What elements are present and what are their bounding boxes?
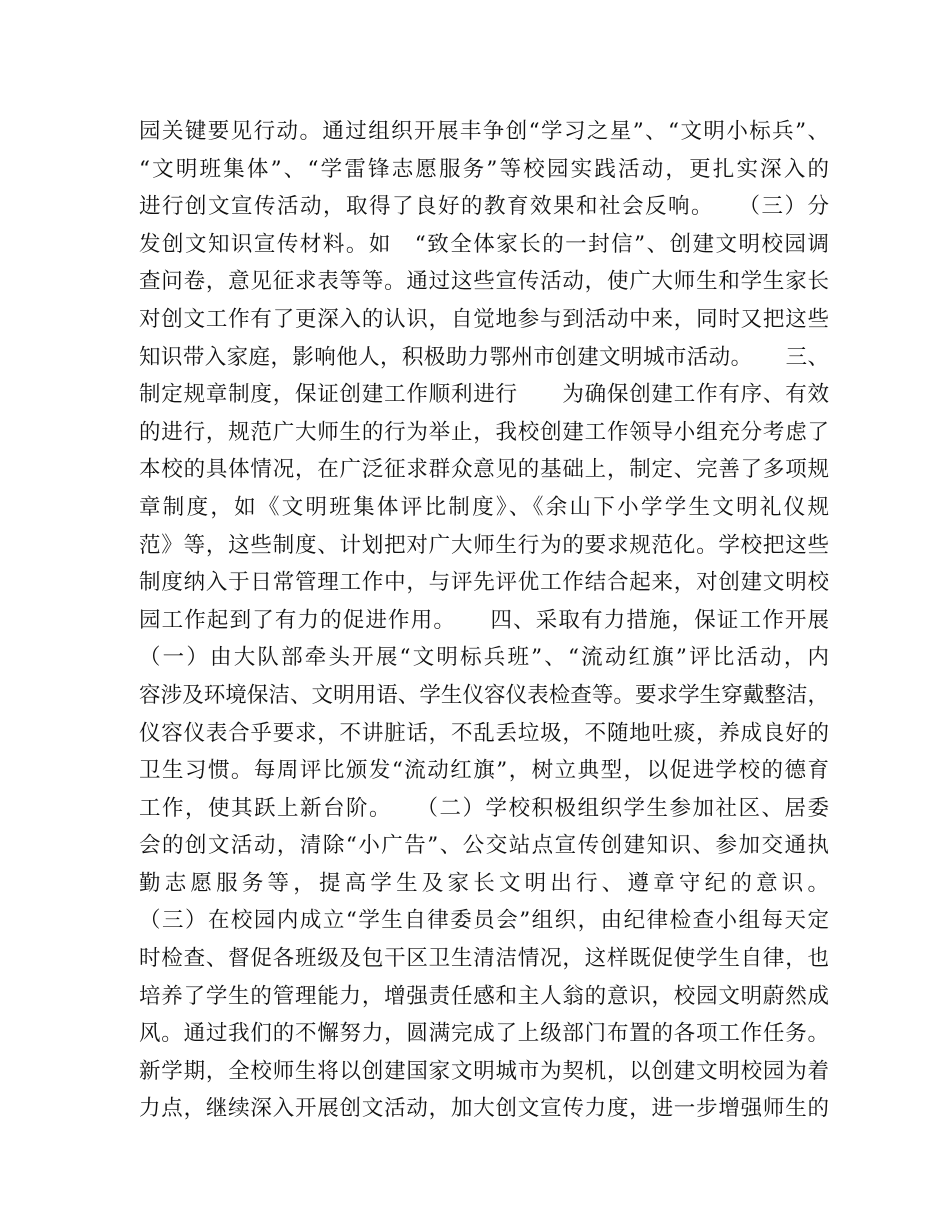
text-line: 范》等，这些制度、计划把对广大师生行为的要求规范化。学校把这些 [139,532,829,558]
text-line: 进行创文宣传活动，取得了良好的教育效果和社会反响。 （三）分 [139,194,829,220]
text-line: 本校的具体情况，在广泛征求群众意见的基础上，制定、完善了多项规 [139,457,829,483]
text-line: 制定规章制度，保证创建工作顺利进行 为确保创建工作有序、有效 [139,382,829,408]
text-line: 查问卷，意见征求表等等。通过这些宣传活动，使广大师生和学生家长 [139,269,829,295]
text-line: 仪容仪表合乎要求，不讲脏话，不乱丢垃圾，不随地吐痰，养成良好的 [139,720,829,746]
text-line: “文明班集体”、“学雷锋志愿服务”等校园实践活动，更扎实深入的 [139,156,829,182]
text-line: 新学期，全校师生将以创建国家文明城市为契机，以创建文明校园为着 [139,1058,829,1084]
text-line: （一）由大队部牵头开展“文明标兵班”、“流动红旗”评比活动，内 [139,645,829,671]
text-line: 园工作起到了有力的促进作用。 四、采取有力措施，保证工作开展 [139,607,829,633]
text-line: 对创文工作有了更深入的认识，自觉地参与到活动中来，同时又把这些 [139,306,829,332]
text-line: 力点，继续深入开展创文活动，加大创文宣传力度，进一步增强师生的 [139,1096,829,1122]
text-line: 制度纳入于日常管理工作中，与评先评优工作结合起来，对创建文明校 [139,570,829,596]
text-line: 工作，使其跃上新台阶。 （二）学校积极组织学生参加社区、居委 [139,795,829,821]
body-text [139,113,829,1128]
text-line: 园关键要见行动。通过组织开展丰争创“学习之星”、“文明小标兵”、 [139,119,829,144]
text-line: 章制度，如《文明班集体评比制度》、《余山下小学学生文明礼仪规 [139,494,829,520]
text-line: 会的创文活动，清除“小广告”、公交站点宣传创建知识、参加交通执 [139,833,829,859]
text-line: 容涉及环境保洁、文明用语、学生仪容仪表检查等。要求学生穿戴整洁， [139,682,829,708]
text-line: （三）在校园内成立“学生自律委员会”组织，由纪律检查小组每天定 [139,908,829,934]
text-line: 知识带入家庭，影响他人，积极助力鄂州市创建文明城市活动。 三、 [139,344,829,370]
text-line: 的进行，规范广大师生的行为举止，我校创建工作领导小组充分考虑了 [139,419,829,445]
text-line: 培养了学生的管理能力，增强责任感和主人翁的意识，校园文明蔚然成 [139,983,829,1009]
text-line: 卫生习惯。每周评比颁发“流动红旗”，树立典型，以促进学校的德育 [139,758,829,784]
text-line: 发创文知识宣传材料。如 “致全体家长的一封信”、创建文明校园调 [139,231,829,257]
text-line: 时检查、督促各班级及包干区卫生清洁情况，这样既促使学生自律，也 [139,946,829,972]
text-line: 勤志愿服务等，提高学生及家长文明出行、遵章守纪的意识。 [139,870,829,896]
text-line: 风。通过我们的不懈努力，圆满完成了上级部门布置的各项工作任务。 [139,1021,829,1047]
